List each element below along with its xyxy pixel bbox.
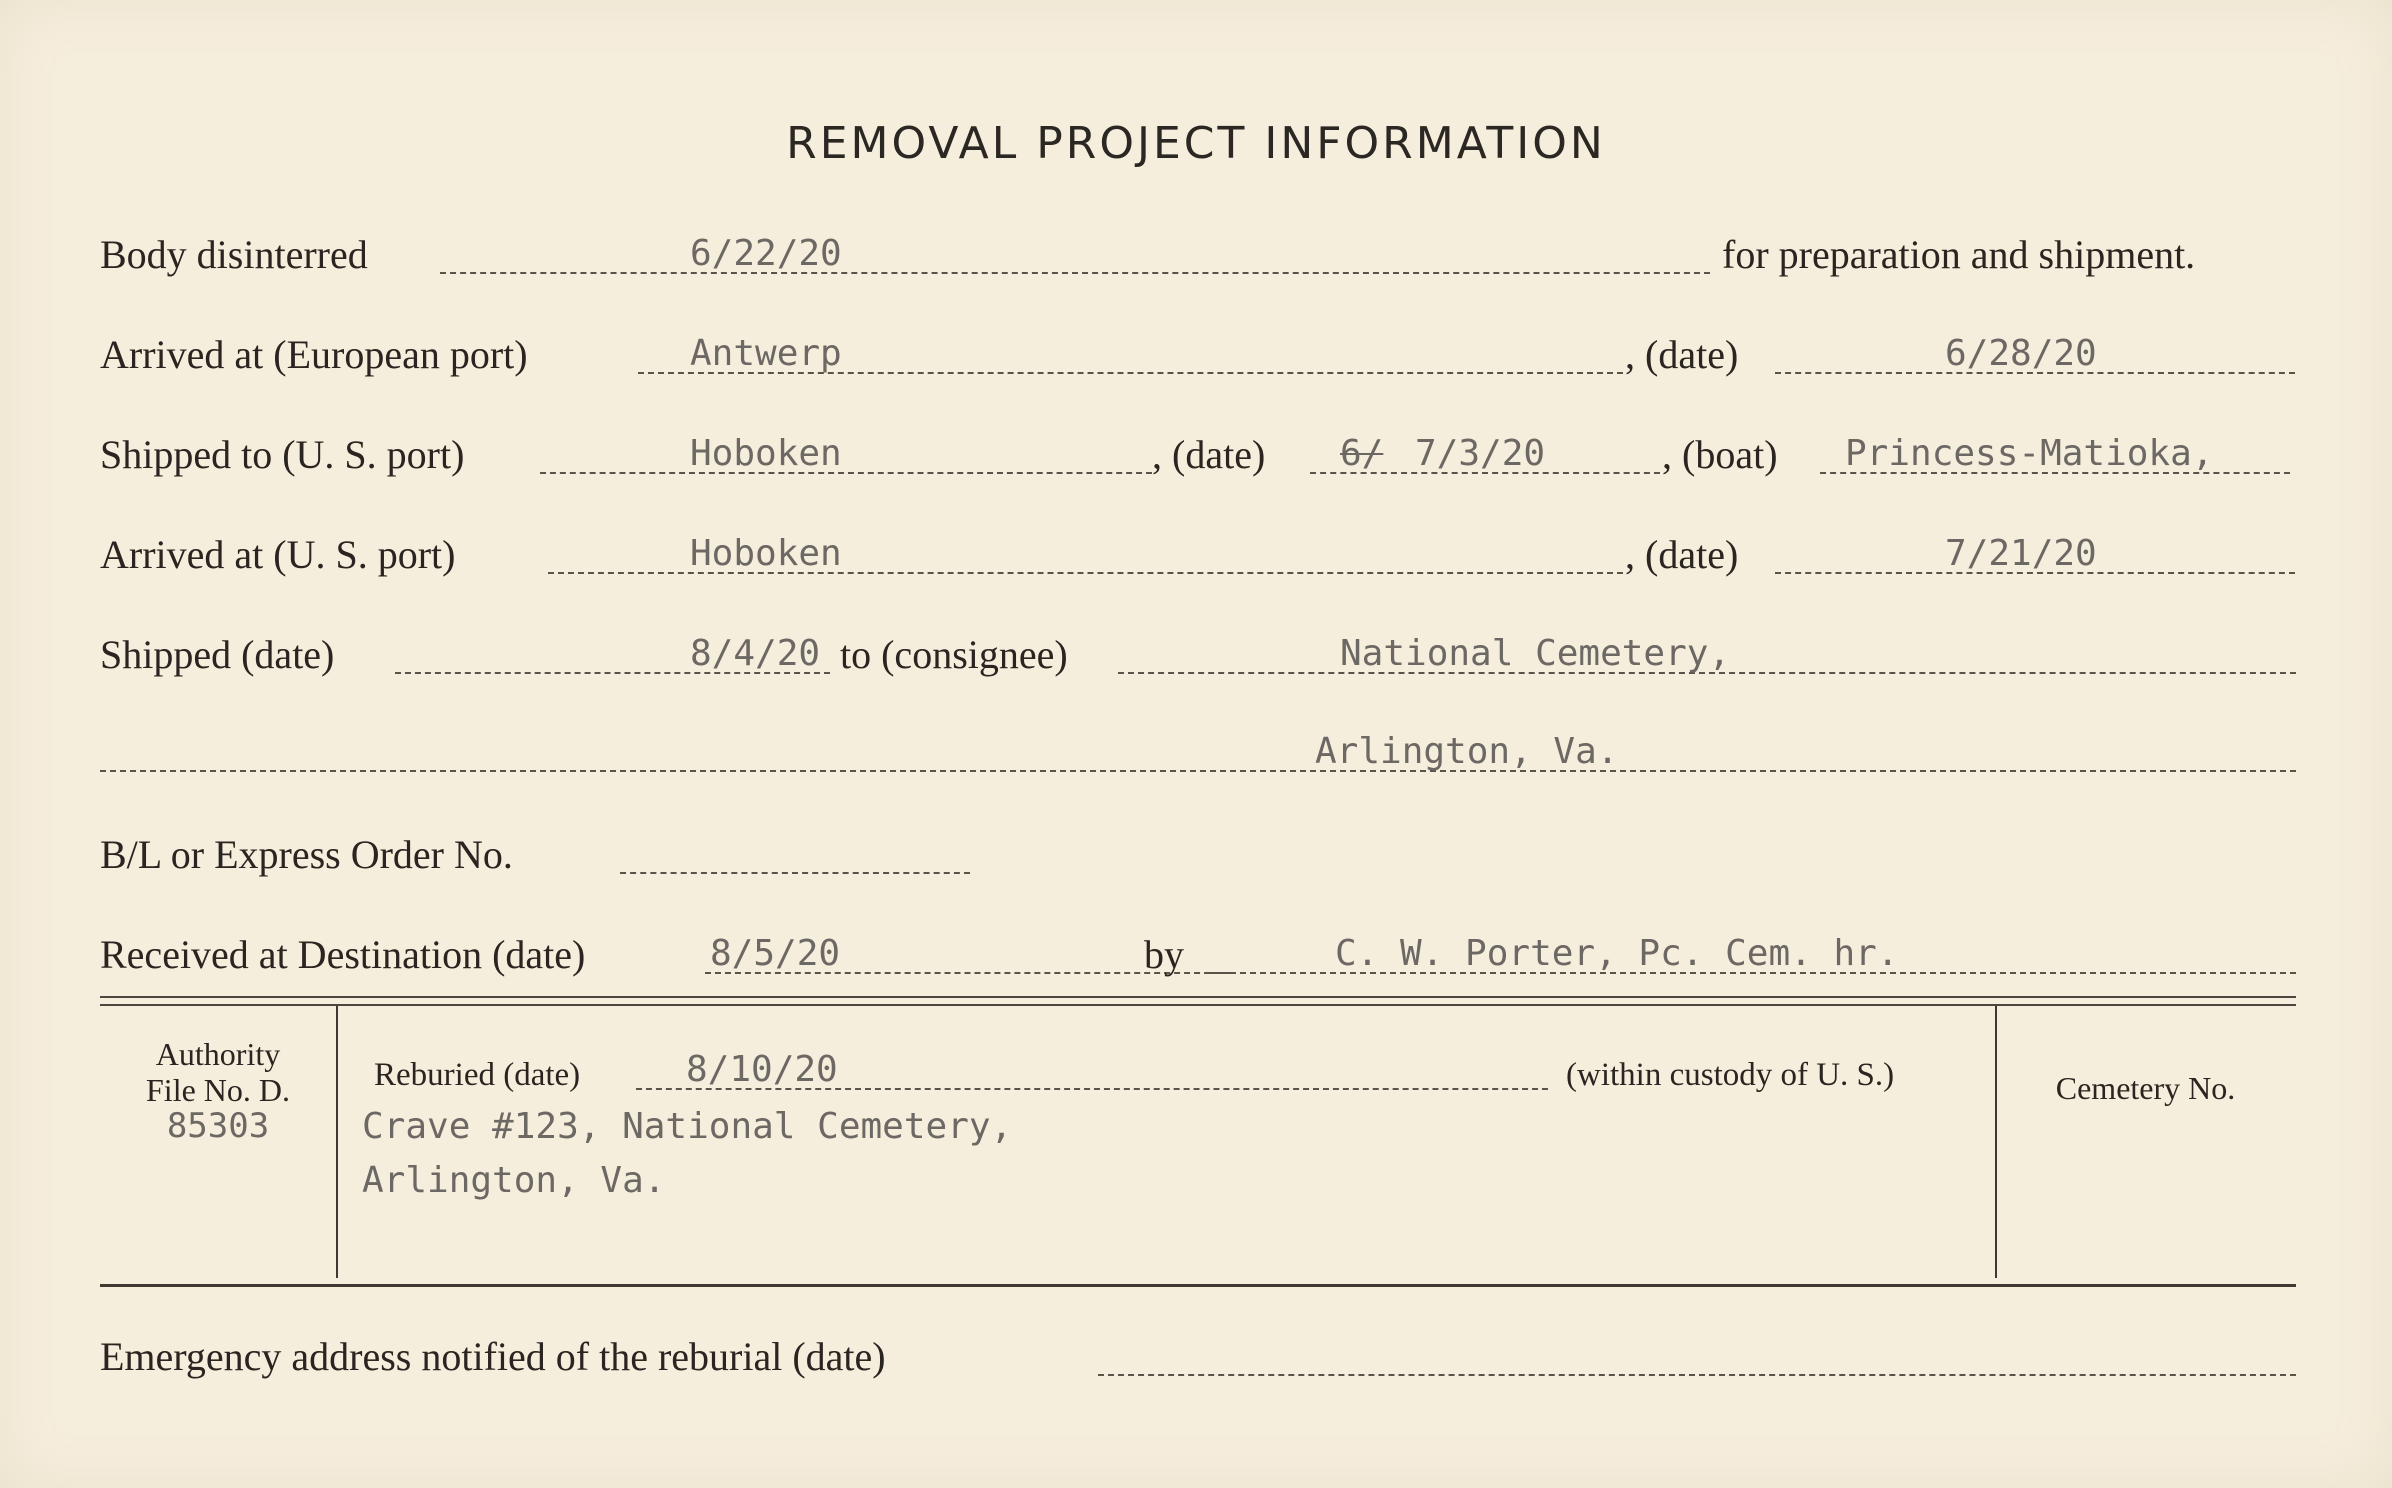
fill-line [1098, 1374, 2296, 1376]
value-consignee-line1: National Cemetery, [1340, 633, 1731, 674]
row-consignee-continuation [100, 726, 2296, 786]
row-body-disinterred [100, 228, 2296, 288]
value-received-by: C. W. Porter, Pc. Cem. hr. [1335, 933, 1899, 974]
label-body-disinterred: Body disinterred [100, 232, 368, 277]
value-grave-line2: Arlington, Va. [362, 1160, 666, 1201]
row-bl-order [100, 828, 2296, 888]
label-within-custody: (within custody of U. S.) [1566, 1057, 1895, 1093]
label-preparation-shipment: for preparation and shipment. [1722, 232, 2196, 277]
label-shipped-date: Shipped (date) [100, 632, 335, 677]
label-bl-express-order: B/L or Express Order No. [100, 832, 513, 877]
value-european-port: Antwerp [690, 333, 842, 374]
authority-line1: Authority [155, 1036, 281, 1072]
value-european-arrival-date: 6/28/20 [1945, 333, 2097, 374]
fill-line [100, 770, 2296, 772]
label-arrived-us-port: Arrived at (U. S. port) [100, 532, 456, 577]
row-shipped [100, 628, 2296, 688]
label-reburied-date: Reburied (date) [374, 1057, 581, 1093]
table-divider-left [336, 1006, 338, 1278]
row-emergency [100, 1330, 2296, 1390]
value-shipped-date: 7/3/20 [1415, 433, 1546, 474]
value-us-port: Hoboken [690, 433, 842, 474]
label-date: , (date) [1625, 332, 1739, 377]
row-arrived-us-port [100, 528, 2296, 588]
label-shipped-to-us-port: Shipped to (U. S. port) [100, 432, 465, 477]
value-shipped-date: 8/4/20 [690, 633, 821, 674]
table-top-rule [100, 996, 2296, 1006]
table-bottom-rule [100, 1284, 2296, 1287]
row-received [100, 928, 2296, 988]
label-date: , (date) [1152, 432, 1266, 477]
fill-line [440, 272, 1710, 274]
value-us-arrival-date: 7/21/20 [1945, 533, 2097, 574]
label-by: by [1144, 932, 1184, 977]
row-arrived-european [100, 328, 2296, 388]
authority-label [100, 1036, 336, 1144]
value-boat: Princess-Matioka, [1845, 433, 2214, 474]
value-reburied-date: 8/10/20 [686, 1049, 838, 1090]
table-divider-right [1995, 1006, 1997, 1278]
value-arrived-us-port: Hoboken [690, 533, 842, 574]
value-grave-line1: Crave #123, National Cemetery, [362, 1106, 1013, 1147]
row-shipped-us-port [100, 428, 2296, 488]
row-reburied [374, 1049, 1974, 1104]
label-emergency-address: Emergency address notified of the reburial (date) [100, 1334, 886, 1379]
label-date: , (date) [1625, 532, 1739, 577]
value-struck-date: 6/ [1340, 433, 1384, 474]
label-received-destination: Received at Destination (date) [100, 932, 586, 977]
value-consignee-line2: Arlington, Va. [1315, 731, 1619, 772]
cemetery-no-label: Cemetery No. [2055, 1070, 2236, 1106]
label-consignee: to (consignee) [840, 632, 1068, 677]
label-arrived-european-port: Arrived at (European port) [100, 332, 528, 377]
authority-file-number: 85303 [166, 1106, 270, 1146]
label-boat: , (boat) [1662, 432, 1778, 477]
fill-line [620, 872, 970, 874]
value-disinterred-date: 6/22/20 [690, 233, 842, 274]
fill-line [540, 472, 1152, 474]
authority-line2: File No. D. [146, 1072, 290, 1108]
value-received-date: 8/5/20 [710, 933, 841, 974]
card-title: REMOVAL PROJECT INFORMATION [786, 118, 1606, 169]
